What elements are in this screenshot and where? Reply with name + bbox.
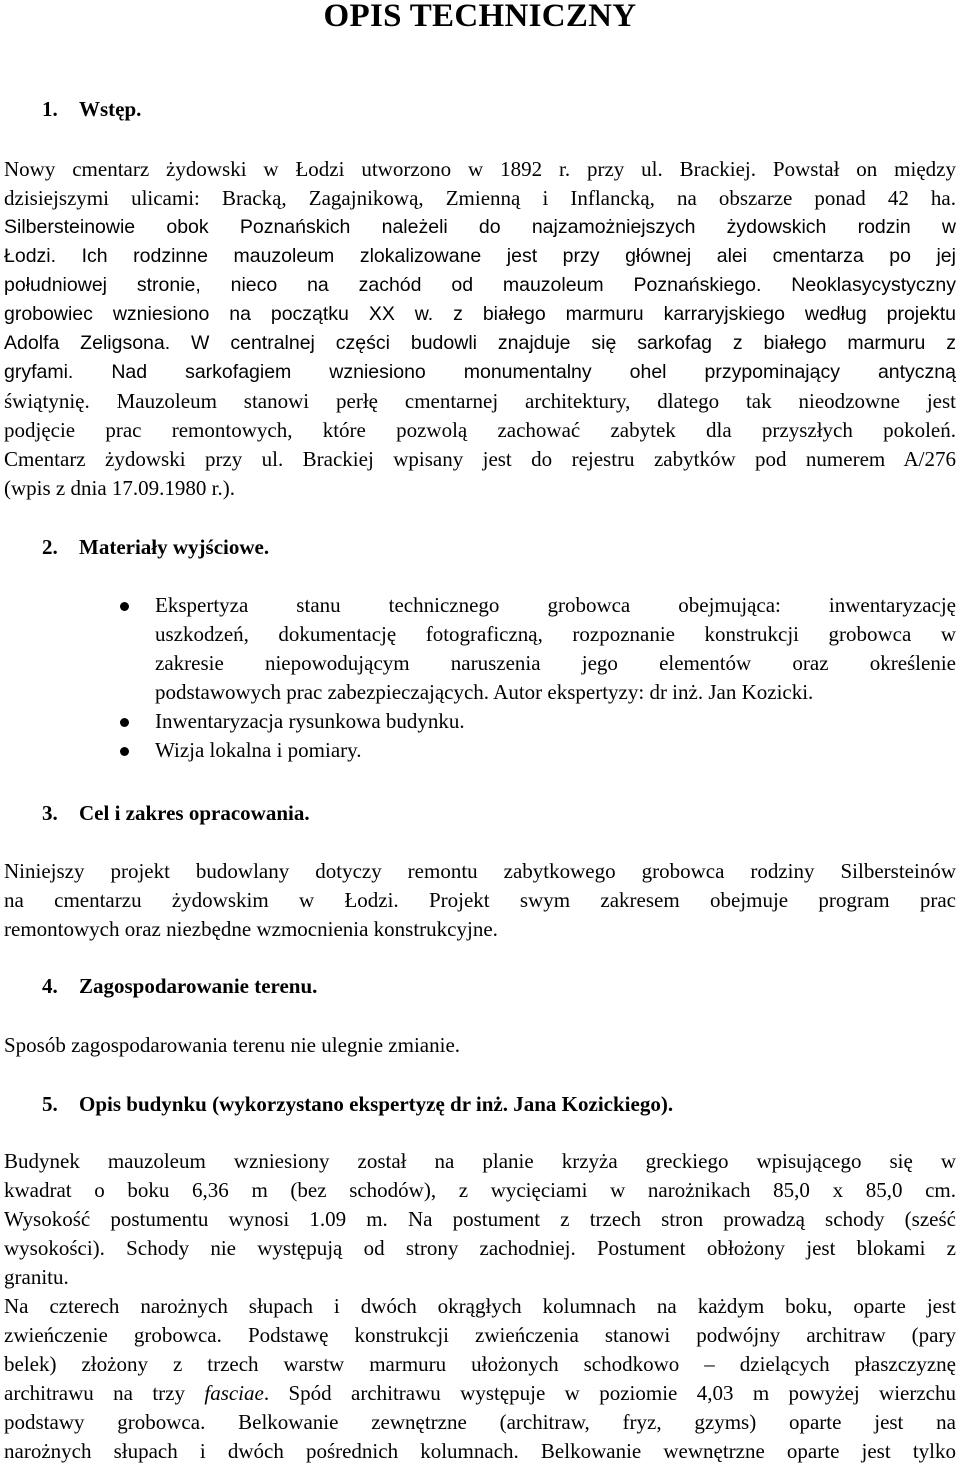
paragraph-line: Cmentarz żydowski przy ul. Brackiej wpisany jest do rejestru zabytków pod numerem A/276 xyxy=(4,447,956,471)
scope-paragraph xyxy=(4,857,956,944)
bullet-icon xyxy=(120,718,129,727)
paragraph-line: Na czterech narożnych słupach i dwóch okrągłych kolumnach na każdym boku, oparte jest xyxy=(4,1294,956,1318)
section-title: Zagospodarowanie terenu. xyxy=(79,974,318,998)
paragraph-line: zwieńczenie grobowca. Podstawę konstrukcji zwieńczenia stanowi podwójny architraw (pary xyxy=(4,1323,956,1347)
line-start: architrawu na trzy xyxy=(4,1381,185,1405)
paragraph-line: Sposób zagospodarowania terenu nie ulegnie zmianie. xyxy=(4,1033,461,1057)
line-rest: . Spód architrawu występuje w poziomie 4,03 m powyżej wierzchu xyxy=(263,1381,956,1405)
terrain-paragraph xyxy=(4,1031,956,1060)
paragraph-line xyxy=(4,1379,956,1408)
paragraph-line: podjęcie prac remontowych, które pozwolą zachować zabytek dla przyszłych pokoleń. xyxy=(4,418,956,442)
section-number: 5. xyxy=(42,1092,58,1116)
paragraph-line: świątynię. Mauzoleum stanowi perłę cmentarnej architektury, dlatego tak nieodzowne jest xyxy=(4,389,956,413)
paragraph-line: na cmentarzu żydowskim w Łodzi. Projekt swym zakresem obejmuje program prac xyxy=(4,888,956,912)
list-item-line: podstawowych prac zabezpieczających. Autor ekspertyzy: dr inż. Jan Kozicki. xyxy=(155,680,814,704)
paragraph-line: Nowy cmentarz żydowski w Łodzi utworzono w 1892 r. przy ul. Brackiej. Powstał on między xyxy=(4,157,956,181)
list-item-line: zakresie niepowodującym naruszenia jego elementów oraz określenie xyxy=(155,651,956,675)
paragraph-line: belek) złożony z trzech warstw marmuru ułożonych schodkowo – dzielących płaszczyznę xyxy=(4,1352,956,1376)
section-heading-2 xyxy=(42,533,269,562)
bullet-icon xyxy=(120,602,129,611)
section-number: 3. xyxy=(42,801,58,825)
paragraph-line: kwadrat o boku 6,36 m (bez schodów), z wycięciami w narożnikach 85,0 x 85,0 cm. xyxy=(4,1178,956,1202)
paragraph-line: (wpis z dnia 17.09.1980 r.). xyxy=(4,476,235,500)
list-item-line: uszkodzeń, dokumentację fotograficzną, rozpoznanie konstrukcji grobowca w xyxy=(155,622,956,646)
paragraph-line: południowej stronie, nieco na zachód od mauzoleum Poznańskiego. Neoklasycystyczny xyxy=(4,274,956,296)
building-paragraph xyxy=(4,1147,956,1466)
intro-paragraph xyxy=(4,155,956,503)
list-item-line: Ekspertyza stanu technicznego grobowca obejmująca: inwentaryzację xyxy=(155,593,956,617)
paragraph-line: Łodzi. Ich rodzinne mauzoleum zlokalizowane jest przy głównej alei cmentarza po jej xyxy=(4,245,956,267)
paragraph-line: remontowych oraz niezbędne wzmocnienia konstrukcyjne. xyxy=(4,917,498,941)
italic-term: fasciae xyxy=(204,1381,264,1405)
list-item xyxy=(4,591,956,707)
section-title: Opis budynku (wykorzystano ekspertyzę dr inż. Jana Kozickiego). xyxy=(79,1092,674,1116)
paragraph-line: Silbersteinowie obok Poznańskich należeli do najzamożniejszych żydowskich rodzin w xyxy=(4,216,956,238)
paragraph-line: dzisiejszymi ulicami: Bracką, Zagajnikową, Zmienną i Inflancką, na obszarze ponad 42 ha. xyxy=(4,186,956,210)
section-number: 1. xyxy=(42,97,58,121)
list-item xyxy=(4,736,956,765)
list-item-line: Inwentaryzacja rysunkowa budynku. xyxy=(155,709,465,733)
section-heading-4 xyxy=(42,972,317,1001)
paragraph-line: gryfami. Nad sarkofagiem wzniesiono monumentalny ohel przypominający antyczną xyxy=(4,361,956,383)
section-title: Wstęp. xyxy=(79,97,142,121)
paragraph-line: wysokości). Schody nie występują od strony zachodniej. Postument obłożony jest blokami z xyxy=(4,1236,956,1260)
paragraph-line: Budynek mauzoleum wzniesiony został na planie krzyża greckiego wpisującego się w xyxy=(4,1149,956,1173)
bullet-icon xyxy=(120,747,129,756)
paragraph-line: narożnych słupach i dwóch pośrednich kolumnach. Belkowanie wewnętrzne oparte jest tylko xyxy=(4,1439,956,1463)
section-title: Materiały wyjściowe. xyxy=(79,535,270,559)
paragraph-line: Wysokość postumentu wynosi 1.09 m. Na postument z trzech stron prowadzą schody (sześć xyxy=(4,1207,956,1231)
list-item-line: Wizja lokalna i pomiary. xyxy=(155,738,362,762)
paragraph-line: grobowiec wzniesiono na początku XX w. z białego marmuru karraryjskiego według projektu xyxy=(4,303,956,325)
paragraph-line: Niniejszy projekt budowlany dotyczy remontu zabytkowego grobowca rodziny Silbersteinów xyxy=(4,859,956,883)
materials-list xyxy=(4,591,956,765)
paragraph-line: granitu. xyxy=(4,1265,69,1289)
paragraph-line: podstawy grobowca. Belkowanie zewnętrzne (architraw, fryz, gzyms) oparte jest na xyxy=(4,1410,956,1434)
list-item xyxy=(4,707,956,736)
section-heading-3 xyxy=(42,799,310,828)
section-number: 4. xyxy=(42,974,58,998)
section-number: 2. xyxy=(42,535,58,559)
section-heading-5 xyxy=(42,1090,673,1119)
paragraph-line: Adolfa Zeligsona. W centralnej części budowli znajduje się sarkofag z białego marmuru z xyxy=(4,332,956,354)
document-title: OPIS TECHNICZNY xyxy=(323,0,637,34)
section-title: Cel i zakres opracowania. xyxy=(79,801,310,825)
section-heading-1 xyxy=(42,95,141,124)
